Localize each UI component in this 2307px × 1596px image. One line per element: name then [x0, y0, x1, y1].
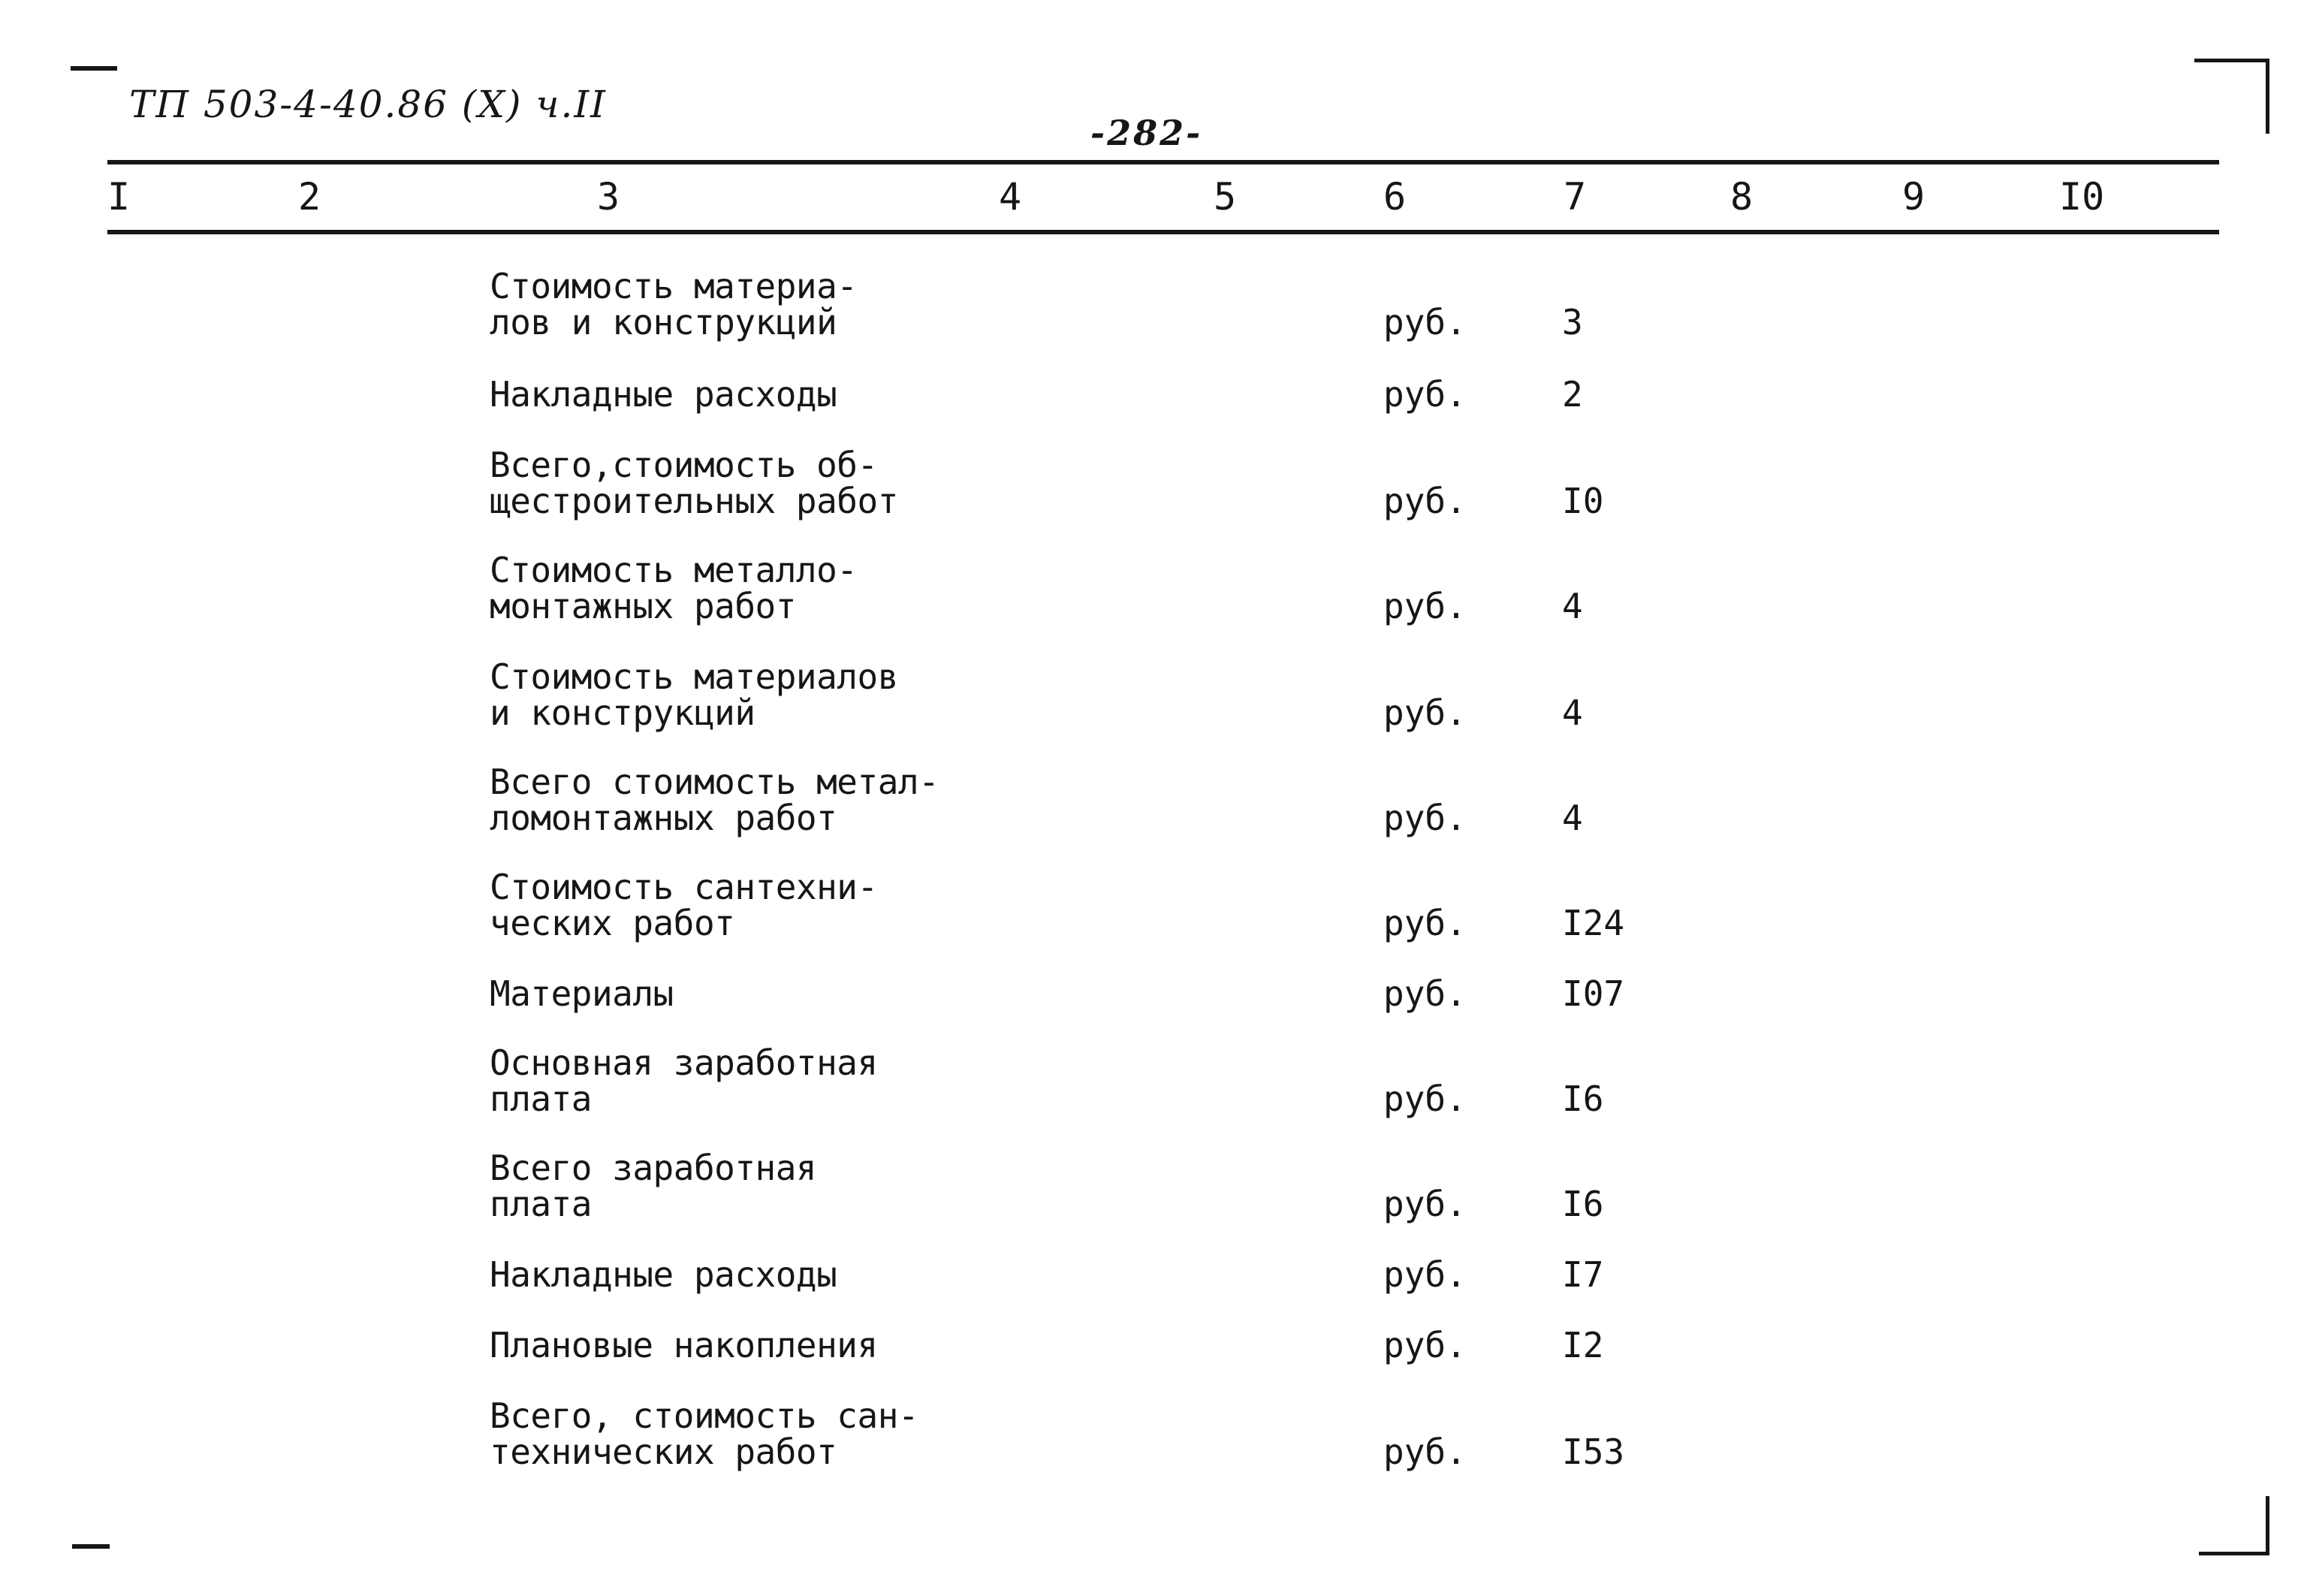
column-number-10: I0: [2059, 175, 2105, 219]
page-number: -282-: [1090, 113, 1203, 153]
row-description: Всего заработная плата: [490, 1148, 817, 1224]
row-unit: руб.: [1383, 798, 1467, 838]
row-value: I2: [1562, 1325, 1604, 1365]
row-description: Всего стоимость метал- ломонтажных работ: [490, 762, 939, 838]
column-number-8: 8: [1730, 175, 1754, 219]
table-row: [0, 656, 2307, 733]
table-row: [0, 762, 2307, 838]
row-description: Стоимость металло- монтажных работ: [490, 550, 858, 626]
table-row: [0, 867, 2307, 943]
row-value: I6: [1562, 1079, 1604, 1119]
row-description: Накладные расходы: [490, 1254, 837, 1295]
corner-mark-top-left: [71, 66, 117, 71]
row-value: 4: [1562, 586, 1583, 626]
row-unit: руб.: [1383, 692, 1467, 733]
document-code: ТП 503-4-40.86 (X) ч.II: [129, 83, 607, 126]
row-value: I53: [1562, 1432, 1625, 1472]
column-number-4: 4: [999, 175, 1022, 219]
column-number-9: 9: [1902, 175, 1926, 219]
row-value: I7: [1562, 1254, 1604, 1295]
corner-mark-bottom-right: [2199, 1552, 2269, 1555]
row-value: I6: [1562, 1184, 1604, 1224]
table-top-rule: [107, 160, 2219, 164]
row-unit: руб.: [1383, 973, 1467, 1014]
column-number-6: 6: [1383, 175, 1407, 219]
row-value: I24: [1562, 903, 1625, 943]
row-unit: руб.: [1383, 903, 1467, 943]
row-description: Накладные расходы: [490, 374, 837, 415]
table-row: [0, 1325, 2307, 1365]
table-row: [0, 1042, 2307, 1119]
row-description: Плановые накопления: [490, 1325, 878, 1365]
table-row: [0, 1254, 2307, 1295]
row-description: Стоимость материа- лов и конструкций: [490, 266, 858, 342]
row-unit: руб.: [1383, 1079, 1467, 1119]
row-description: Стоимость сантехни- ческих работ: [490, 867, 878, 943]
row-value: 3: [1562, 302, 1583, 342]
table-header-rule: [107, 230, 2219, 234]
column-number-1: I: [107, 175, 131, 219]
row-description: Всего, стоимость сан- технических работ: [490, 1395, 919, 1472]
row-unit: руб.: [1383, 1254, 1467, 1295]
row-value: 4: [1562, 798, 1583, 838]
column-number-5: 5: [1214, 175, 1237, 219]
table-row: [0, 1148, 2307, 1224]
row-unit: руб.: [1383, 374, 1467, 415]
row-unit: руб.: [1383, 1432, 1467, 1472]
table-row: [0, 550, 2307, 626]
corner-mark-top-right: [2194, 59, 2269, 62]
row-value: 2: [1562, 374, 1583, 415]
row-unit: руб.: [1383, 586, 1467, 626]
row-description: Стоимость материалов и конструкций: [490, 656, 898, 733]
row-unit: руб.: [1383, 1184, 1467, 1224]
table-row: [0, 973, 2307, 1014]
row-unit: руб.: [1383, 1325, 1467, 1365]
row-description: Основная заработная плата: [490, 1042, 878, 1119]
row-description: Материалы: [490, 973, 674, 1014]
row-unit: руб.: [1383, 302, 1467, 342]
table-row: [0, 445, 2307, 521]
corner-mark-top-right-vertical: [2266, 59, 2269, 134]
row-unit: руб.: [1383, 481, 1467, 521]
column-number-3: 3: [597, 175, 620, 219]
corner-mark-bottom-left: [72, 1544, 110, 1549]
row-description: Всего,стоимость об- щестроительных работ: [490, 445, 898, 521]
row-value: I07: [1562, 973, 1625, 1014]
corner-mark-bottom-right-vertical: [2266, 1496, 2269, 1555]
table-row: [0, 1395, 2307, 1472]
table-row: [0, 266, 2307, 342]
row-value: 4: [1562, 692, 1583, 733]
column-number-2: 2: [298, 175, 321, 219]
row-value: I0: [1562, 481, 1604, 521]
column-number-7: 7: [1564, 175, 1587, 219]
